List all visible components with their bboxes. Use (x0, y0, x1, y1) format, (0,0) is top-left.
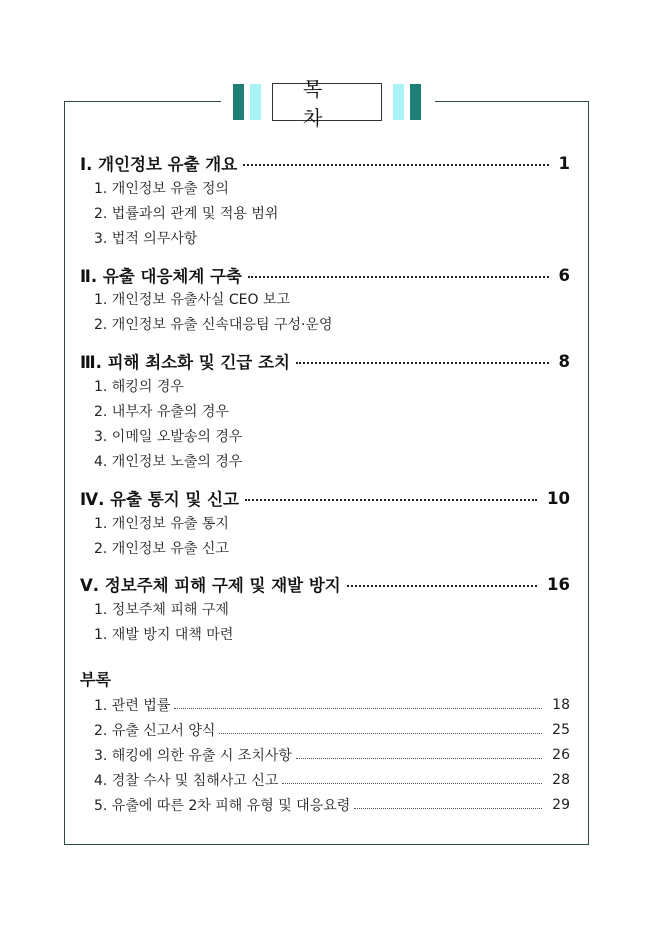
section-item[interactable]: 1. 개인정보 유출사실 CEO 보고 (94, 292, 291, 308)
chapter-label: Ⅴ. 정보주체 피해 구제 및 재발 방지 (80, 576, 341, 595)
leader-dots (296, 758, 542, 759)
chapter-page: 1 (558, 153, 570, 173)
appendix-label: 1. 관련 법률 (94, 698, 171, 714)
chapter-4[interactable] (80, 486, 570, 510)
toc-title: 목 차 (272, 83, 382, 121)
leader-dots (174, 708, 542, 709)
section-item[interactable]: 4. 개인정보 노출의 경우 (94, 454, 243, 470)
appendix-page: 26 (552, 747, 570, 763)
chapter-label: Ⅳ. 유출 통지 및 신고 (80, 490, 239, 509)
appendix-label: 2. 유출 신고서 양식 (94, 723, 216, 739)
chapter-page: 16 (547, 574, 570, 594)
leader-dots (248, 276, 549, 278)
appendix-item[interactable] (94, 795, 570, 815)
chapter-page: 10 (547, 488, 570, 508)
chapter-label: Ⅲ. 피해 최소화 및 긴급 조치 (80, 353, 290, 372)
section-item[interactable]: 3. 이메일 오발송의 경우 (94, 429, 243, 445)
section-item[interactable]: 1. 개인정보 유출 정의 (94, 181, 229, 197)
appendix-page: 29 (552, 797, 570, 813)
section-item[interactable]: 1. 해킹의 경우 (94, 379, 184, 395)
leader-dots (245, 499, 537, 501)
leader-dots (296, 362, 549, 364)
appendix-heading: 부록 (80, 670, 111, 689)
chapter-5[interactable] (80, 572, 570, 596)
section-item[interactable]: 2. 개인정보 유출 신고 (94, 541, 229, 557)
appendix-label: 4. 경찰 수사 및 침해사고 신고 (94, 773, 279, 789)
section-item[interactable]: 2. 내부자 유출의 경우 (94, 404, 229, 420)
section-item[interactable]: 3. 법적 의무사항 (94, 231, 198, 247)
chapter-page: 8 (558, 351, 570, 371)
chapter-1[interactable] (80, 151, 570, 175)
section-item[interactable]: 2. 법률과의 관계 및 적용 범위 (94, 206, 279, 222)
section-item[interactable]: 2. 개인정보 유출 신속대응팀 구성·운영 (94, 317, 333, 333)
chapter-3[interactable] (80, 349, 570, 373)
section-item[interactable]: 1. 정보주체 피해 구제 (94, 602, 229, 618)
title-bar-right-light (393, 84, 404, 120)
appendix-item[interactable] (94, 720, 570, 740)
leader-dots (354, 808, 542, 809)
appendix-item[interactable] (94, 695, 570, 715)
chapter-label: Ⅱ. 유출 대응체계 구축 (80, 267, 242, 286)
section-item[interactable]: 1. 개인정보 유출 통지 (94, 516, 229, 532)
section-item[interactable]: 1. 재발 방지 대책 마련 (94, 627, 234, 643)
appendix-label: 3. 해킹에 의한 유출 시 조치사항 (94, 748, 292, 764)
title-bar-left-dark (233, 84, 244, 120)
chapter-page: 6 (558, 265, 570, 285)
appendix-item[interactable] (94, 745, 570, 765)
leader-dots (282, 783, 542, 784)
title-bar-right-dark (410, 84, 421, 120)
leader-dots (347, 585, 537, 587)
appendix-page: 25 (552, 722, 570, 738)
appendix-page: 28 (552, 772, 570, 788)
title-bar-left-light (250, 84, 261, 120)
chapter-label: Ⅰ. 개인정보 유출 개요 (80, 155, 238, 174)
chapter-2[interactable] (80, 263, 570, 287)
leader-dots (243, 164, 548, 166)
appendix-item[interactable] (94, 770, 570, 790)
leader-dots (219, 733, 542, 734)
appendix-page: 18 (552, 697, 570, 713)
appendix-label: 5. 유출에 따른 2차 피해 유형 및 대응요령 (94, 798, 351, 814)
